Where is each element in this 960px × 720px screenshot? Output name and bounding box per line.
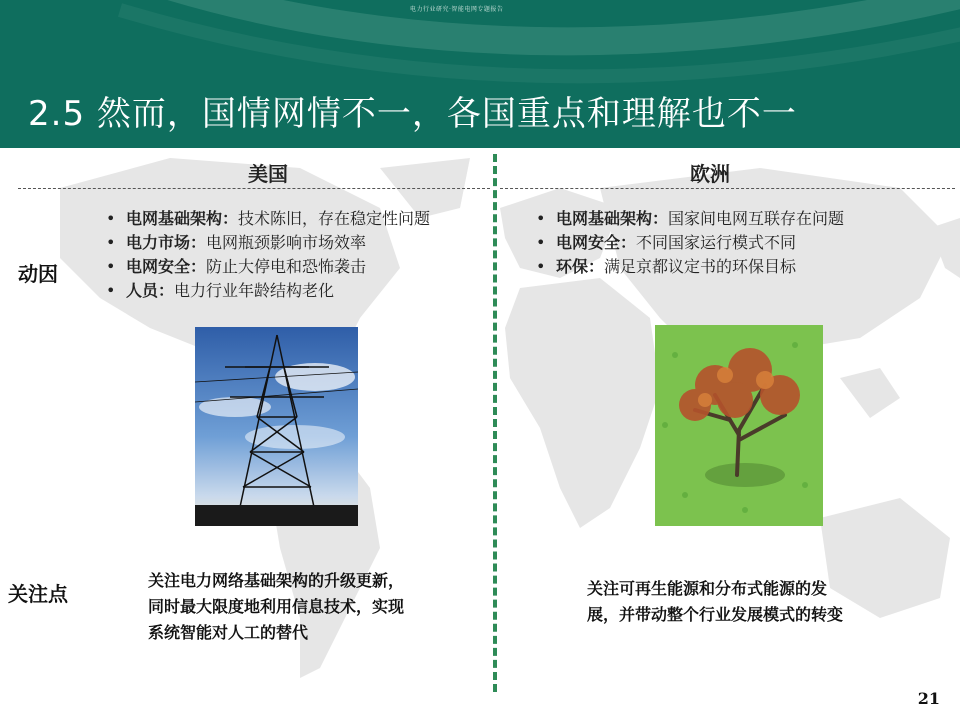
column-divider [493,154,497,692]
europe-header-line [500,188,955,189]
europe-focus-text: 关注可再生能源和分布式能源的发展，并带动整个行业发展模式的转变 [587,579,844,624]
list-item: • 电网安全：防止大停电和恐怖袭击 [106,257,367,276]
list-item: • 人员：电力行业年龄结构老化 [106,281,335,300]
list-item: • 电网基础架构：国家间电网互联存在问题 [536,209,845,228]
list-item: • 电网基础架构：技术陈旧，存在稳定性问题 [106,209,431,228]
usa-header-line [18,188,490,189]
row-label-focus: 关注点 [8,582,68,606]
row-label-drivers: 动因 [18,262,58,286]
usa-focus-text: 关注电力网络基础架构的升级更新，同时最大限度地利用信息技术，实现系统智能对人工的替代 [148,571,405,642]
list-item: • 环保：满足京都议定书的环保目标 [536,257,797,276]
list-item: • 电网安全：不同国家运行模式不同 [536,233,797,252]
header-small-text: 电力行业研究·智能电网专题报告 [410,6,504,13]
list-item: • 电力市场：电网瓶颈影响市场效率 [106,233,367,252]
usa-drivers-list [100,208,470,304]
page-title: 2.5 然而，国情网情不一，各国重点和理解也不一 [28,94,797,134]
column-header-usa: 美国 [248,162,288,186]
page-number: 21 [917,689,940,708]
europe-drivers-list [530,208,880,280]
power-tower-photo [195,327,358,526]
tree-photo [655,325,823,526]
header-banner [0,0,960,148]
column-header-europe: 欧洲 [690,162,730,186]
